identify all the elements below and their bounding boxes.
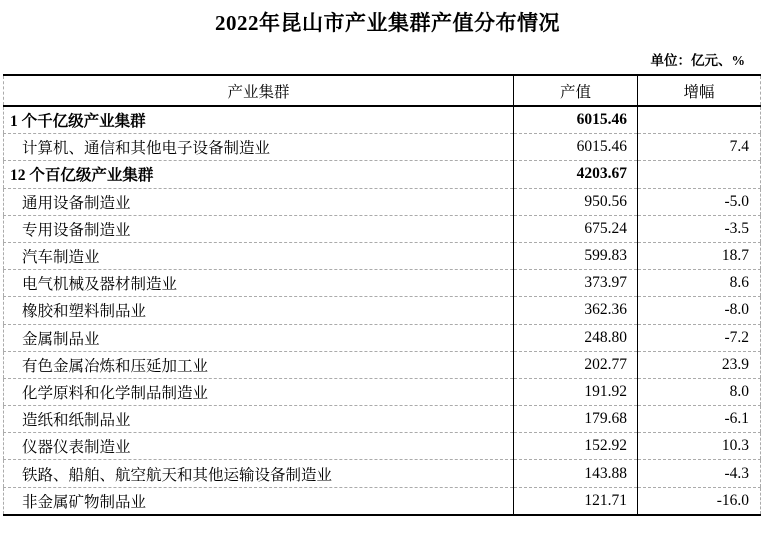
table-row [4, 242, 761, 269]
table-row-group [4, 106, 761, 134]
cell-growth-value [638, 161, 761, 188]
table-row [4, 297, 761, 324]
cell-growth-value: 18.7 [638, 242, 761, 269]
cell-cluster-name: 1 个千亿级产业集群 [10, 113, 146, 131]
cell-output-value: 675.24 [514, 215, 638, 242]
unit-note: 单位：亿元、% [650, 53, 745, 68]
cell-cluster-name: 橡胶和塑料制品业 [4, 297, 514, 324]
cell-cluster-name: 通用设备制造业 [4, 188, 514, 215]
cell-output-value: 248.80 [514, 324, 638, 351]
cell-growth-value [638, 106, 761, 134]
cell-growth-value: 8.0 [638, 378, 761, 405]
cell-output-value: 362.36 [514, 297, 638, 324]
cell-cluster-name: 专用设备制造业 [4, 215, 514, 242]
cell-cluster-name: 有色金属冶炼和压延加工业 [4, 351, 514, 378]
cell-output-value: 202.77 [514, 351, 638, 378]
cell-output-value: 4203.67 [514, 161, 638, 188]
table-row [4, 487, 761, 515]
table-row [4, 134, 761, 161]
table-row [4, 433, 761, 460]
cell-growth-value: -3.5 [638, 215, 761, 242]
cell-output-value: 143.88 [514, 460, 638, 487]
industry-cluster-table [3, 74, 761, 516]
table-row [4, 378, 761, 405]
cell-output-value: 152.92 [514, 433, 638, 460]
table-row-group [4, 161, 761, 188]
cell-cluster-name: 金属制品业 [4, 324, 514, 351]
cell-cluster-name: 仪器仪表制造业 [4, 433, 514, 460]
cell-output-value: 121.71 [514, 487, 638, 515]
cell-output-value: 179.68 [514, 406, 638, 433]
cell-cluster-name: 12 个百亿级产业集群 [4, 161, 514, 188]
cell-growth-value: -16.0 [638, 487, 761, 515]
table-row [4, 215, 761, 242]
cell-growth-value: 10.3 [638, 433, 761, 460]
cell-cluster-name: 电气机械及器材制造业 [4, 270, 514, 297]
col-header-cluster: 产业集群 [4, 75, 514, 106]
cell-output-value: 6015.46 [514, 134, 638, 161]
cell-output-value: 6015.46 [514, 106, 638, 134]
cell-cluster-name: 化学原料和化学制品制造业 [4, 378, 514, 405]
cell-output-value: 191.92 [514, 378, 638, 405]
cell-output-value: 599.83 [514, 242, 638, 269]
table-row [4, 460, 761, 487]
cell-growth-value: -8.0 [638, 297, 761, 324]
cell-cluster-name: 铁路、船舶、航空航天和其他运输设备制造业 [4, 460, 514, 487]
cell-cluster-name: 计算机、通信和其他电子设备制造业 [4, 134, 514, 161]
cell-output-value: 373.97 [514, 270, 638, 297]
table-row [4, 351, 761, 378]
cell-growth-value: -5.0 [638, 188, 761, 215]
cell-cluster-name: 非金属矿物制品业 [4, 487, 514, 515]
cell-cluster-name: 汽车制造业 [4, 242, 514, 269]
cell-cluster-name: 造纸和纸制品业 [4, 406, 514, 433]
col-header-output: 产值 [514, 75, 638, 106]
header-row [4, 75, 761, 106]
cell-growth-value: -7.2 [638, 324, 761, 351]
cell-growth-value: 7.4 [638, 134, 761, 161]
table-row [4, 406, 761, 433]
table-row [4, 270, 761, 297]
table-row [4, 188, 761, 215]
page-title: 2022年昆山市产业集群产值分布情况 [215, 11, 560, 35]
cell-growth-value: -4.3 [638, 460, 761, 487]
table-row [4, 324, 761, 351]
cell-growth-value: -6.1 [638, 406, 761, 433]
cell-growth-value: 8.6 [638, 270, 761, 297]
cell-growth-value: 23.9 [638, 351, 761, 378]
col-header-growth: 增幅 [638, 75, 761, 106]
cell-output-value: 950.56 [514, 188, 638, 215]
